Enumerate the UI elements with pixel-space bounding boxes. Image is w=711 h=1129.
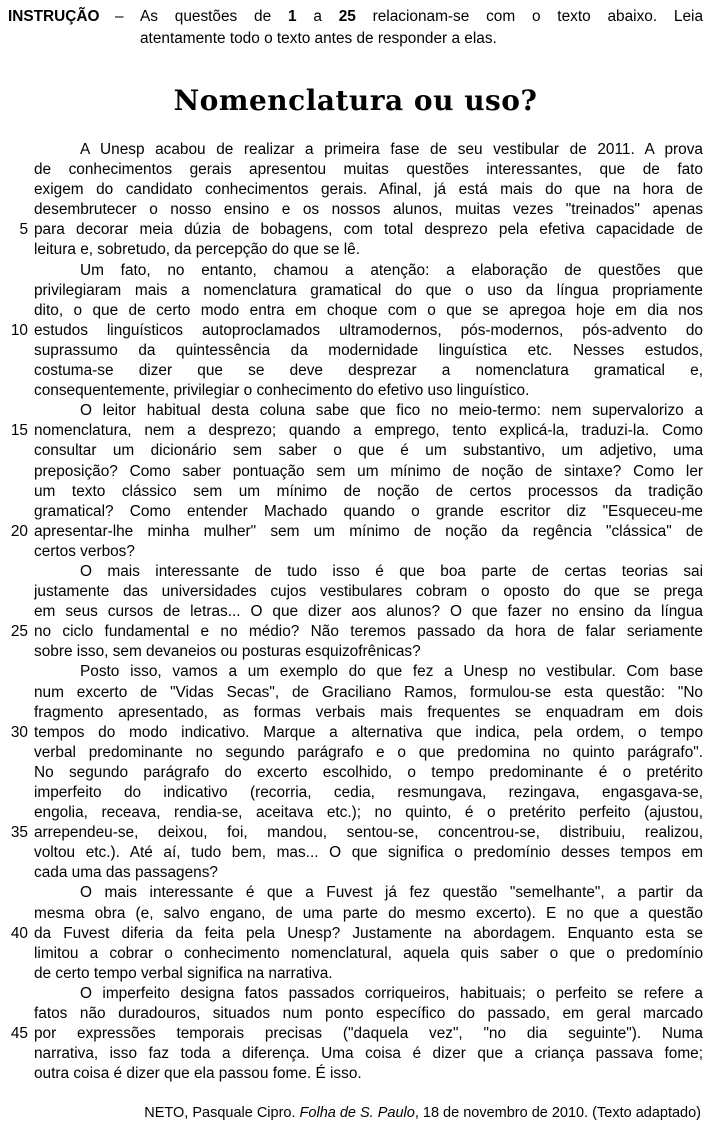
line-number: 40 <box>10 924 28 942</box>
instruction-text-segment: relacionam-se com o texto abaixo. Leia <box>355 8 703 25</box>
paragraph-5-line: voltou etc.). Até aí, tudo bem, mas... O que significa o predomínio desses tempos em <box>34 844 703 862</box>
text-line-row <box>8 783 711 803</box>
text-line-row <box>8 441 711 461</box>
paragraph-6-line: limitou a cobrar o conhecimento nomenclatural, aquela quis saber o que o predomínio <box>34 944 703 962</box>
paragraph-2-line: dito, o que de certo modo entra em choque com o que se apregoa hoje em dia nos <box>34 301 703 319</box>
text-line-row <box>8 984 711 1004</box>
line-number <box>8 763 28 783</box>
text-line-row <box>8 723 711 743</box>
text-line-row <box>8 823 711 843</box>
paragraph-2-line: privilegiaram mais a nomenclatura gramatical do que o uso da língua propriamente <box>34 281 703 299</box>
paragraph-3-line: gramatical? Como entender Machado quando o grande escritor diz "Esqueceu-me <box>34 502 703 520</box>
text-line-row <box>8 482 711 502</box>
text-line-row <box>8 321 711 341</box>
paragraph-4-line: no ciclo fundamental e no médio? Não teremos passado da hora de falar seriamente <box>34 623 703 641</box>
line-number: 25 <box>10 623 28 641</box>
text-line-row <box>8 281 711 301</box>
line-number: 15 <box>10 422 28 440</box>
line-number <box>8 542 28 562</box>
line-number <box>8 281 28 301</box>
line-number <box>8 803 28 823</box>
line-number <box>8 160 28 180</box>
text-line-row <box>8 462 711 482</box>
line-number <box>8 361 28 381</box>
line-number <box>8 562 28 582</box>
line-number <box>8 783 28 803</box>
paragraph-5-line: fragmento apresentado, as formas verbais mais frequentes se enquadram em dois <box>34 703 703 721</box>
text-line-row <box>8 200 711 220</box>
paragraph-3-line: consultar um dicionário sem saber o que é um substantivo, um adjetivo, uma <box>34 442 703 460</box>
line-number <box>8 1044 28 1064</box>
line-number: 10 <box>10 321 28 339</box>
paragraph-5-line: num excerto de "Vidas Secas", de Graciliano Ramos, formulou-se esta questão: "No <box>34 683 703 701</box>
paragraph-3-line: apresentar-lhe minha mulher" sem um mínimo de noção da regência "clássica" de <box>34 522 703 540</box>
line-number: 45 <box>10 1025 28 1043</box>
line-number: 30 <box>10 723 28 741</box>
paragraph-1-line: desembrutecer o nosso ensino e os nossos alunos, muitas vezes "treinados" apenas <box>34 201 703 219</box>
paragraph-1-line: A Unesp acabou de realizar a primeira fase de seu vestibular de 2011. A prova <box>80 141 703 158</box>
page-title: Nomenclatura ou uso? <box>173 84 538 117</box>
line-number <box>8 843 28 863</box>
text-line-row <box>8 341 711 361</box>
line-number <box>8 703 28 723</box>
paragraph-2-line: Um fato, no entanto, chamou a atenção: a elaboração de questões que <box>80 261 703 279</box>
line-number <box>8 462 28 482</box>
instruction-bold-number: 25 <box>338 8 356 25</box>
text-line-row <box>8 642 711 662</box>
paragraph-6-line: O mais interessante é que a Fuvest já fez questão "semelhante", a partir da <box>80 884 703 902</box>
text-line-row <box>8 261 711 281</box>
text-line-row <box>8 904 711 924</box>
text-line-row <box>8 1004 711 1024</box>
paragraph-5-line: arrependeu-se, deixou, foi, mandou, sentou-se, concentrou-se, distribuiu, realizou, <box>34 824 703 842</box>
text-line-row <box>8 240 711 260</box>
text-line-row <box>8 1044 711 1064</box>
paragraph-5-line: verbal predominante no segundo parágrafo e o que predomina no quinto parágrafo". <box>34 743 703 761</box>
line-number: 20 <box>10 522 28 540</box>
paragraph-5-line: imperfeito do indicativo (recorria, cedia, resmungava, rezingava, engasgava-se, <box>34 784 703 801</box>
line-number <box>8 441 28 461</box>
line-number <box>8 904 28 924</box>
line-number <box>8 602 28 622</box>
paragraph-2-line: costuma-se dizer que se deve desprezar a nomenclatura gramatical e, <box>34 362 703 380</box>
text-line-row <box>8 1024 711 1044</box>
text-line-row <box>8 301 711 321</box>
instruction-line-1 <box>140 6 703 28</box>
text-line-row <box>8 924 711 944</box>
instruction-text <box>140 6 703 49</box>
paragraph-3-line: nomenclatura, nem a desprezo; quando a emprego, tento explicá-la, traduzi-la. Como <box>34 422 703 440</box>
paragraph-6-line: da Fuvest diferia da feita pela Unesp? Justamente na abordagem. Enquanto esta se <box>34 924 703 942</box>
line-number <box>8 180 28 200</box>
instruction-text-segment: a <box>296 8 339 25</box>
paragraph-5-line: cada uma das passagens? <box>34 864 218 882</box>
instruction-block <box>0 0 711 49</box>
paragraph-3-line: preposição? Como saber pontuação sem um mínimo de noção de sintaxe? Como ler <box>34 462 703 480</box>
line-number <box>8 401 28 421</box>
paragraph-1-line: de conhecimentos gerais apresentou muitas questões interessantes, que de fato <box>34 161 703 179</box>
text-line-row <box>8 843 711 863</box>
paragraph-4-line: sobre isso, sem devaneios ou posturas esquizofrênicas? <box>34 643 421 661</box>
text-line-row <box>8 863 711 883</box>
instruction-text-segment: As questões de <box>140 8 288 25</box>
paragraph-1-line: exigem do candidato conhecimentos gerais. Afinal, já está mais do que na hora de <box>34 181 703 199</box>
text-line-row <box>8 964 711 984</box>
paragraph-7-line: O imperfeito designa fatos passados corriqueiros, habituais; o perfeito se refere a <box>80 984 703 1002</box>
paragraph-3-line: um texto clássico sem um mínimo de noção de certos processos da tradição <box>34 482 703 500</box>
citation-source: Folha de S. Paulo <box>299 1105 415 1122</box>
text-line-row <box>8 1064 711 1084</box>
line-number <box>8 944 28 964</box>
line-number <box>8 341 28 361</box>
text-line-row <box>8 622 711 642</box>
text-line-row <box>8 683 711 703</box>
text-line-row <box>8 522 711 542</box>
paragraph-4-line: O mais interessante de tudo isso é que boa parte de certas teorias sai <box>80 562 703 580</box>
text-line-row <box>8 401 711 421</box>
text-line-row <box>8 763 711 783</box>
paragraph-5-line: tempos do modo indicativo. Marque a alternativa que indica, pela ordem, o tempo <box>34 723 703 741</box>
line-number <box>8 502 28 522</box>
text-line-row <box>8 361 711 381</box>
citation-author: NETO, Pasquale Cipro. <box>144 1105 300 1122</box>
text-line-row <box>8 602 711 622</box>
text-line-row <box>8 220 711 240</box>
text-line-row <box>8 140 711 160</box>
line-number <box>8 240 28 260</box>
line-number <box>8 1064 28 1084</box>
text-line-row <box>8 421 711 441</box>
instruction-line-2: atentamente todo o texto antes de responder a elas. <box>140 29 497 47</box>
line-number <box>8 1004 28 1024</box>
line-number <box>8 883 28 903</box>
paragraph-6-line: de certo tempo verbal significa na narrativa. <box>34 964 333 982</box>
line-number <box>8 662 28 682</box>
text-line-row <box>8 562 711 582</box>
line-number <box>8 683 28 703</box>
instruction-dash: – <box>115 8 124 25</box>
paragraph-5-line: No segundo parágrafo do excerto escolhido, o tempo predominante é o pretérito <box>34 763 703 781</box>
line-number <box>8 200 28 220</box>
text-line-row <box>8 944 711 964</box>
paragraph-5-line: Posto isso, vamos a um exemplo do que fez a Unesp no vestibular. Com base <box>80 663 703 681</box>
paragraph-1-line: para decorar meia dúzia de bobagens, com total desprezo pela efetiva capacidade de <box>34 221 703 239</box>
paragraph-2-line: consequentemente, privilegiar o conhecimento do efetivo uso linguístico. <box>34 382 530 400</box>
paragraph-7-line: outra coisa é dizer que ela passou fome. É isso. <box>34 1065 362 1083</box>
instruction-bold-number: 1 <box>287 8 297 25</box>
instruction-label: INSTRUÇÃO <box>8 8 100 25</box>
line-number <box>8 743 28 763</box>
citation-date: , 18 de novembro de 2010. (Texto adaptado) <box>414 1105 701 1122</box>
paragraph-7-line: fatos não duradouros, situados num ponto específico do passado, em geral marcado <box>34 1005 703 1023</box>
text-line-row <box>8 883 711 903</box>
line-number <box>8 381 28 401</box>
paragraph-6-line: mesma obra (e, salvo engano, de uma parte do mesmo excerto). E no que a questão <box>34 904 703 922</box>
paragraph-3-line: certos verbos? <box>34 542 135 560</box>
text-line-row <box>8 502 711 522</box>
line-number <box>8 261 28 281</box>
text-line-row <box>8 803 711 823</box>
line-number: 5 <box>19 221 28 239</box>
paragraph-5-line: engolia, receava, rendia-se, aceitava etc.); no quinto, é o pretérito perfeito (ajustou, <box>34 804 703 822</box>
paragraph-2-line: estudos linguísticos autoproclamados ultramodernos, pós-modernos, pós-advento do <box>34 321 703 339</box>
paragraph-7-line: narrativa, isso faz toda a diferença. Uma coisa é dizer que a criança passava fome; <box>34 1045 703 1063</box>
line-number <box>8 964 28 984</box>
text-line-row <box>8 160 711 180</box>
text-line-row <box>8 662 711 682</box>
line-number <box>8 140 28 160</box>
paragraph-3-line: O leitor habitual desta coluna sabe que fico no meio-termo: nem supervalorizo a <box>80 402 703 420</box>
line-number <box>8 301 28 321</box>
paragraph-2-line: suprassumo da quintessência da modernidade linguística etc. Nesses estudos, <box>34 341 703 359</box>
line-number <box>8 863 28 883</box>
citation <box>0 1104 711 1122</box>
text-body <box>0 140 711 1084</box>
paragraph-1-line: leitura e, sobretudo, da percepção do que se lê. <box>34 241 360 259</box>
line-number: 35 <box>10 824 28 842</box>
text-line-row <box>8 582 711 602</box>
text-line-row <box>8 703 711 723</box>
line-number <box>8 582 28 602</box>
paragraph-7-line: por expressões temporais precisas ("daquela vez", "no dia seguinte"). Numa <box>34 1025 703 1043</box>
paragraph-4-line: justamente das universidades cujos vestibulares cobram o oposto do que se prega <box>34 583 703 601</box>
text-line-row <box>8 542 711 562</box>
text-line-row <box>8 180 711 200</box>
line-number <box>8 642 28 662</box>
text-line-row <box>8 743 711 763</box>
text-line-row <box>8 381 711 401</box>
paragraph-4-line: em seus cursos de letras... O que dizer aos alunos? O que fazer no ensino da língua <box>34 603 703 621</box>
line-number <box>8 984 28 1004</box>
line-number <box>8 482 28 502</box>
